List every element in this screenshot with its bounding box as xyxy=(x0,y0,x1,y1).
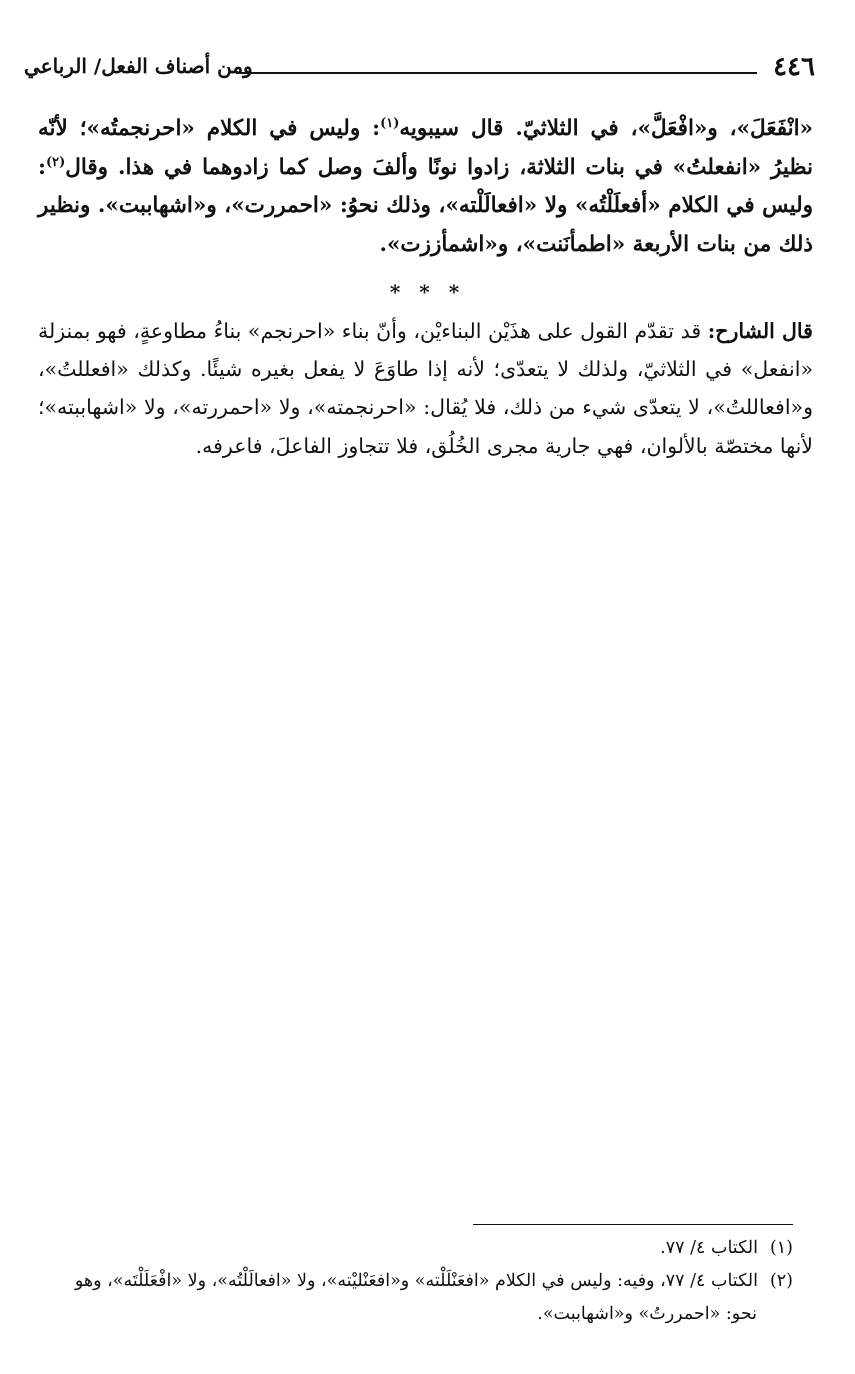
running-title: ومن أصناف الفعل/ الرباعي xyxy=(24,54,253,78)
footnote-ref-1: (١) xyxy=(380,115,400,131)
footnote-rule xyxy=(473,1224,793,1225)
footnote-text: الكتاب ٤/ ٧٧، وفيه: وليس في الكلام «افعَنْلَلْته» و«افعَنْليْته»، ولا «افعالَلْتُه»، ولا «افْعَلَلْتَه»، وهو xyxy=(74,1271,758,1291)
header-rule xyxy=(236,72,757,74)
section-separator: * * * xyxy=(389,280,466,304)
footnote-number: (٢) xyxy=(769,1271,793,1291)
page-header xyxy=(24,52,815,92)
footnote-number: (١) xyxy=(769,1238,793,1258)
footnote-1 xyxy=(28,1232,793,1265)
footnote-2 xyxy=(28,1265,793,1331)
quoted-text xyxy=(38,110,813,264)
quote-part-3: : وليس في الكلام «أفعلَلْتُه» ولا «افعالَلْته»، وذلك نحوُ: «احمررت»، و«اشهاببت». ونظير ذلك من بنات الأربعة «اطمأنَنت»، و«اشمأززت». xyxy=(38,154,813,257)
footnote-text: الكتاب ٤/ ٧٧. xyxy=(660,1238,758,1258)
commentary-text: قد تقدّم القول على هذَيْن البناءيْن، وأنّ بناء «احرنجم» بناءُ مطاوعةٍ، فهو بمنزلة «انفعل» في الثلاثيّ، ولذلك لا يتعدّى؛ لأنه إذا طاوَعَ لا يفعل بغيره شيئًا. وكذلك «افعللتُ»، و«افعاللتُ»، لا يتعدّى شيء من ذلك، فلا يُقال: «احرنجمته»، ولا «احمررته»، ولا «اشهاببته»؛ لأنها مختصّة بالألوان، فهي جارية مجرى الخُلُق، فلا تتجاوز الفاعلَ، فاعرفه. xyxy=(38,319,813,458)
page-number: ٤٤٦ xyxy=(773,52,815,82)
quote-part-2: : وليس في الكلام «احرنجمتُه»؛ لأنّه نظيرُ «انفعلتُ» في بنات الثلاثة، زادوا نونًا وألفَ وصل كما زادوهما في هذا. وقال xyxy=(38,116,813,180)
footnote-ref-2: (٢) xyxy=(45,154,66,170)
footnotes xyxy=(28,1232,793,1331)
quote-part-1: «انْفَعَلَ»، و«افْعَلَّ»، في الثلاثيّ. قال سيبويه xyxy=(399,116,813,141)
footnote-continuation: نحو: «احمررتُ» و«اشهاببت». xyxy=(537,1304,757,1324)
commentary-paragraph xyxy=(38,312,813,465)
commentary-lead: قال الشارح: xyxy=(707,319,813,343)
